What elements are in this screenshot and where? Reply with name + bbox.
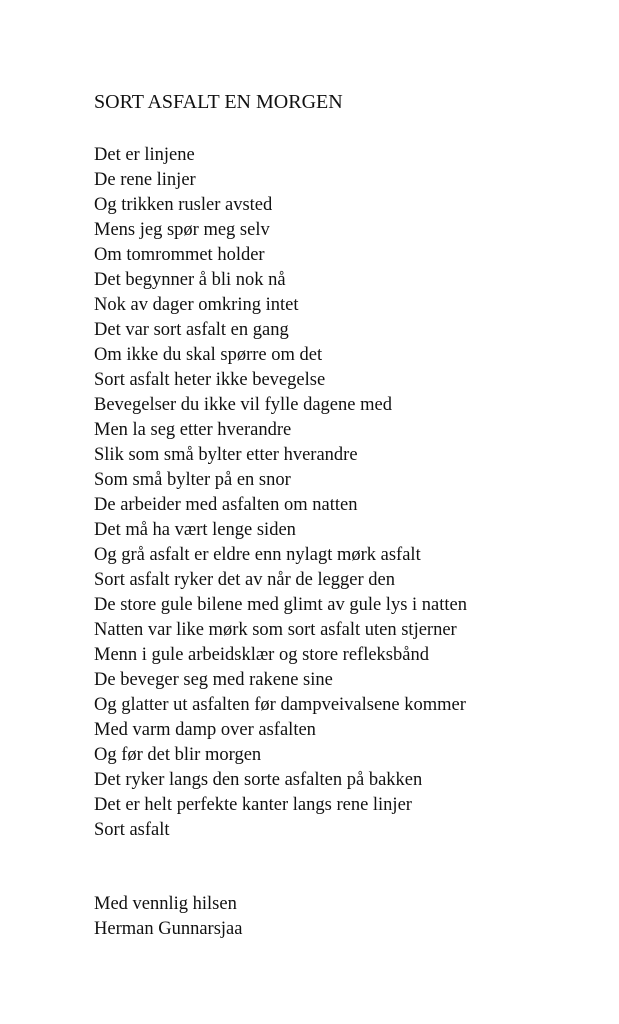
poem-title: SORT ASFALT EN MORGEN	[94, 91, 343, 113]
poem-line: Sort asfalt ryker det av når de legger den	[94, 570, 396, 590]
poem-line: Om ikke du skal spørre om det	[94, 345, 323, 365]
closing-line: Med vennlig hilsen	[94, 894, 237, 914]
poem-line: Sort asfalt heter ikke bevegelse	[94, 370, 326, 390]
poem-body	[94, 143, 467, 843]
poem-line: Om tomrommet holder	[94, 245, 265, 265]
poem-line: Det ryker langs den sorte asfalten på bakken	[94, 770, 423, 790]
poem-line: Mens jeg spør meg selv	[94, 220, 270, 240]
poem-line: Og grå asfalt er eldre enn nylagt mørk asfalt	[94, 545, 421, 565]
poem-line: Det må ha vært lenge siden	[94, 520, 296, 540]
poem-line: Men la seg etter hverandre	[94, 420, 292, 440]
author-name: Herman Gunnarsjaa	[94, 919, 243, 939]
poem-line: De rene linjer	[94, 170, 196, 190]
signature-block	[94, 892, 242, 942]
poem-line: Det begynner å bli nok nå	[94, 270, 286, 290]
poem-line: Det er linjene	[94, 145, 195, 165]
poem-line: Nok av dager omkring intet	[94, 295, 299, 315]
poem-line: Bevegelser du ikke vil fylle dagene med	[94, 395, 392, 415]
poem-line: Og før det blir morgen	[94, 745, 262, 765]
poem-line: Sort asfalt	[94, 820, 170, 840]
poem-line: Det var sort asfalt en gang	[94, 320, 289, 340]
poem-line: Natten var like mørk som sort asfalt uten stjerner	[94, 620, 457, 640]
poem-line: Og trikken rusler avsted	[94, 195, 273, 215]
poem-line: Det er helt perfekte kanter langs rene linjer	[94, 795, 412, 815]
poem-line: De store gule bilene med glimt av gule lys i natten	[94, 595, 467, 615]
poem-line: De beveger seg med rakene sine	[94, 670, 333, 690]
poem-line: Menn i gule arbeidsklær og store refleksbånd	[94, 645, 429, 665]
poem-line: De arbeider med asfalten om natten	[94, 495, 358, 515]
poem-line: Og glatter ut asfalten før dampveivalsene kommer	[94, 695, 466, 715]
poem-line: Slik som små bylter etter hverandre	[94, 445, 358, 465]
poem-line: Som små bylter på en snor	[94, 470, 291, 490]
poem-line: Med varm damp over asfalten	[94, 720, 316, 740]
